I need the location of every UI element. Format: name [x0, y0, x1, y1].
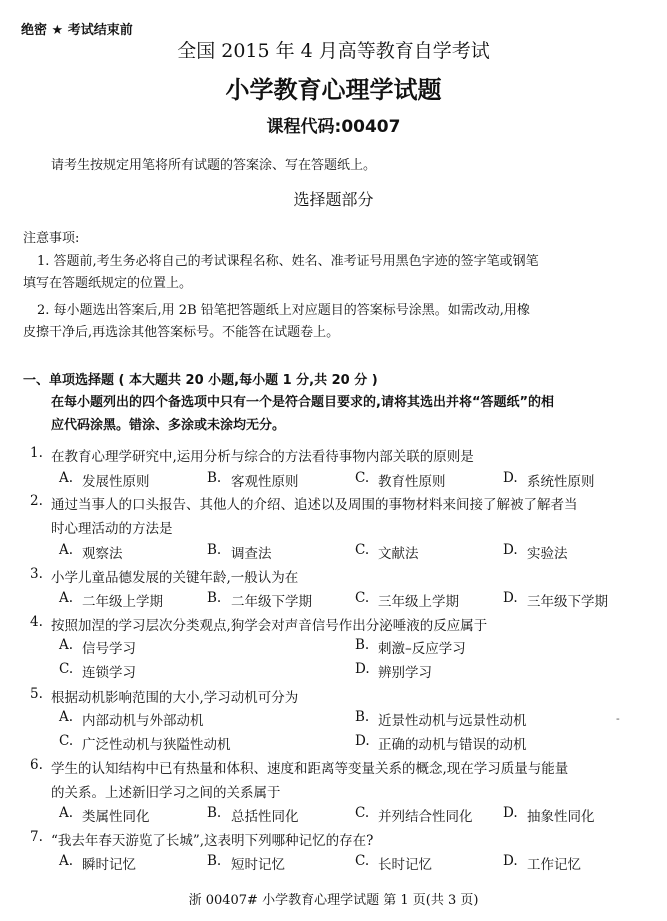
option-label: C.	[59, 661, 74, 677]
option-text: 二年级上学期	[82, 594, 163, 610]
option-text: 类属性同化	[82, 809, 150, 825]
question-text: 的关系。上述新旧学习之间的关系属于	[51, 785, 281, 801]
notes-heading: 注意事项:	[23, 231, 80, 246]
option-text: 近景性动机与远景性动机	[378, 713, 527, 729]
question-number: 4.	[30, 614, 43, 630]
option-label: D.	[355, 661, 370, 677]
course-code: 课程代码:00407	[266, 117, 401, 137]
question-text: 小学儿童品德发展的关键年龄,一般认为在	[51, 570, 299, 586]
option-text: 内部动机与外部动机	[82, 713, 204, 729]
question-number: 7.	[30, 829, 43, 845]
option-text: 刺激–反应学习	[378, 641, 466, 657]
option-label: D.	[503, 542, 518, 558]
option-label: C.	[355, 853, 370, 869]
note-line: 1. 答题前,考生务必将自己的考试课程名称、姓名、准考证号用黑色字迹的签字笔或钢笔	[37, 254, 539, 269]
option-label: A.	[59, 542, 74, 558]
option-text: 正确的动机与错误的动机	[378, 737, 527, 753]
question-number: 6.	[30, 757, 43, 773]
option-label: A.	[59, 637, 74, 653]
note-line: 2. 每小题选出答案后,用 2B 铅笔把答题纸上对应题目的答案标号涂黑。如需改动,用橡	[37, 303, 530, 318]
option-label: C.	[59, 733, 74, 749]
option-text: 瞬时记忆	[82, 857, 136, 873]
note-line: 填写在答题纸规定的位置上。	[23, 276, 193, 291]
option-label: A.	[59, 853, 74, 869]
question-text: 通过当事人的口头报告、其他人的介绍、追述以及周围的事物材料来间接了解被了解者当	[51, 497, 578, 513]
confidential-mark: 绝密 ★ 考试结束前	[21, 23, 133, 38]
option-label: B.	[207, 805, 222, 821]
option-text: 抽象性同化	[527, 809, 595, 825]
exam-title: 全国 2015 年 4 月高等教育自学考试	[177, 40, 490, 62]
option-text: 连锁学习	[82, 665, 136, 681]
option-text: 三年级上学期	[378, 594, 459, 610]
option-label: B.	[207, 470, 222, 486]
option-label: A.	[59, 470, 74, 486]
page-footer: 浙 00407# 小学教育心理学试题 第 1 页(共 3 页)	[188, 893, 479, 908]
option-label: D.	[355, 733, 370, 749]
option-label: D.	[503, 805, 518, 821]
question-text: 时心理活动的方法是	[51, 521, 173, 537]
option-label: C.	[355, 805, 370, 821]
option-text: 调查法	[231, 546, 272, 562]
section-title: 选择题部分	[293, 190, 374, 209]
question-number: 3.	[30, 566, 43, 582]
option-text: 辨别学习	[378, 665, 432, 681]
option-text: 观察法	[82, 546, 123, 562]
option-text: 总括性同化	[231, 809, 299, 825]
option-text: 并列结合性同化	[378, 809, 473, 825]
note-line: 皮擦干净后,再选涂其他答案标号。不能答在试题卷上。	[23, 325, 340, 340]
question-text: 学生的认知结构中已有热量和体积、速度和距离等变量关系的概念,现在学习质量与能量	[51, 761, 569, 777]
option-label: B.	[355, 637, 370, 653]
question-text: 在教育心理学研究中,运用分析与综合的方法看待事物内部关联的原则是	[51, 449, 474, 465]
option-text: 实验法	[527, 546, 568, 562]
option-label: D.	[503, 590, 518, 606]
option-text: 系统性原则	[527, 474, 595, 490]
option-text: 广泛性动机与狭隘性动机	[82, 737, 231, 753]
option-text: 二年级下学期	[231, 594, 312, 610]
option-label: A.	[59, 805, 74, 821]
stray-mark: -	[616, 712, 620, 725]
option-label: C.	[355, 590, 370, 606]
question-text: 按照加涅的学习层次分类观点,狗学会对声音信号作出分泌唾液的反应属于	[51, 618, 488, 634]
option-label: C.	[355, 470, 370, 486]
option-text: 文献法	[378, 546, 419, 562]
option-label: C.	[355, 542, 370, 558]
option-label: B.	[207, 853, 222, 869]
question-number: 5.	[30, 686, 43, 702]
part-instruction-line: 在每小题列出的四个备选项中只有一个是符合题目要求的,请将其选出并将“答题纸”的相	[51, 395, 555, 410]
question-text: “我去年春天游览了长城”,这表明下列哪种记忆的存在?	[51, 833, 374, 849]
option-label: A.	[59, 590, 74, 606]
option-label: B.	[207, 542, 222, 558]
question-number: 1.	[30, 445, 43, 461]
option-text: 信号学习	[82, 641, 136, 657]
option-label: D.	[503, 853, 518, 869]
subject-title: 小学教育心理学试题	[225, 76, 442, 104]
option-text: 工作记忆	[527, 857, 581, 873]
option-text: 三年级下学期	[527, 594, 608, 610]
option-label: D.	[503, 470, 518, 486]
option-text: 教育性原则	[378, 474, 446, 490]
part-heading: 一、单项选择题 ( 本大题共 20 小题,每小题 1 分,共 20 分 )	[23, 373, 378, 388]
option-label: A.	[59, 709, 74, 725]
question-text: 根据动机影响范围的大小,学习动机可分为	[51, 690, 299, 706]
option-label: B.	[355, 709, 370, 725]
option-text: 发展性原则	[82, 474, 150, 490]
question-number: 2.	[30, 493, 43, 509]
answer-instruction: 请考生按规定用笔将所有试题的答案涂、写在答题纸上。	[51, 158, 377, 173]
option-text: 长时记忆	[378, 857, 432, 873]
option-label: B.	[207, 590, 222, 606]
option-text: 短时记忆	[231, 857, 285, 873]
part-instruction-line: 应代码涂黑。错涂、多涂或未涂均无分。	[51, 418, 286, 433]
option-text: 客观性原则	[231, 474, 299, 490]
